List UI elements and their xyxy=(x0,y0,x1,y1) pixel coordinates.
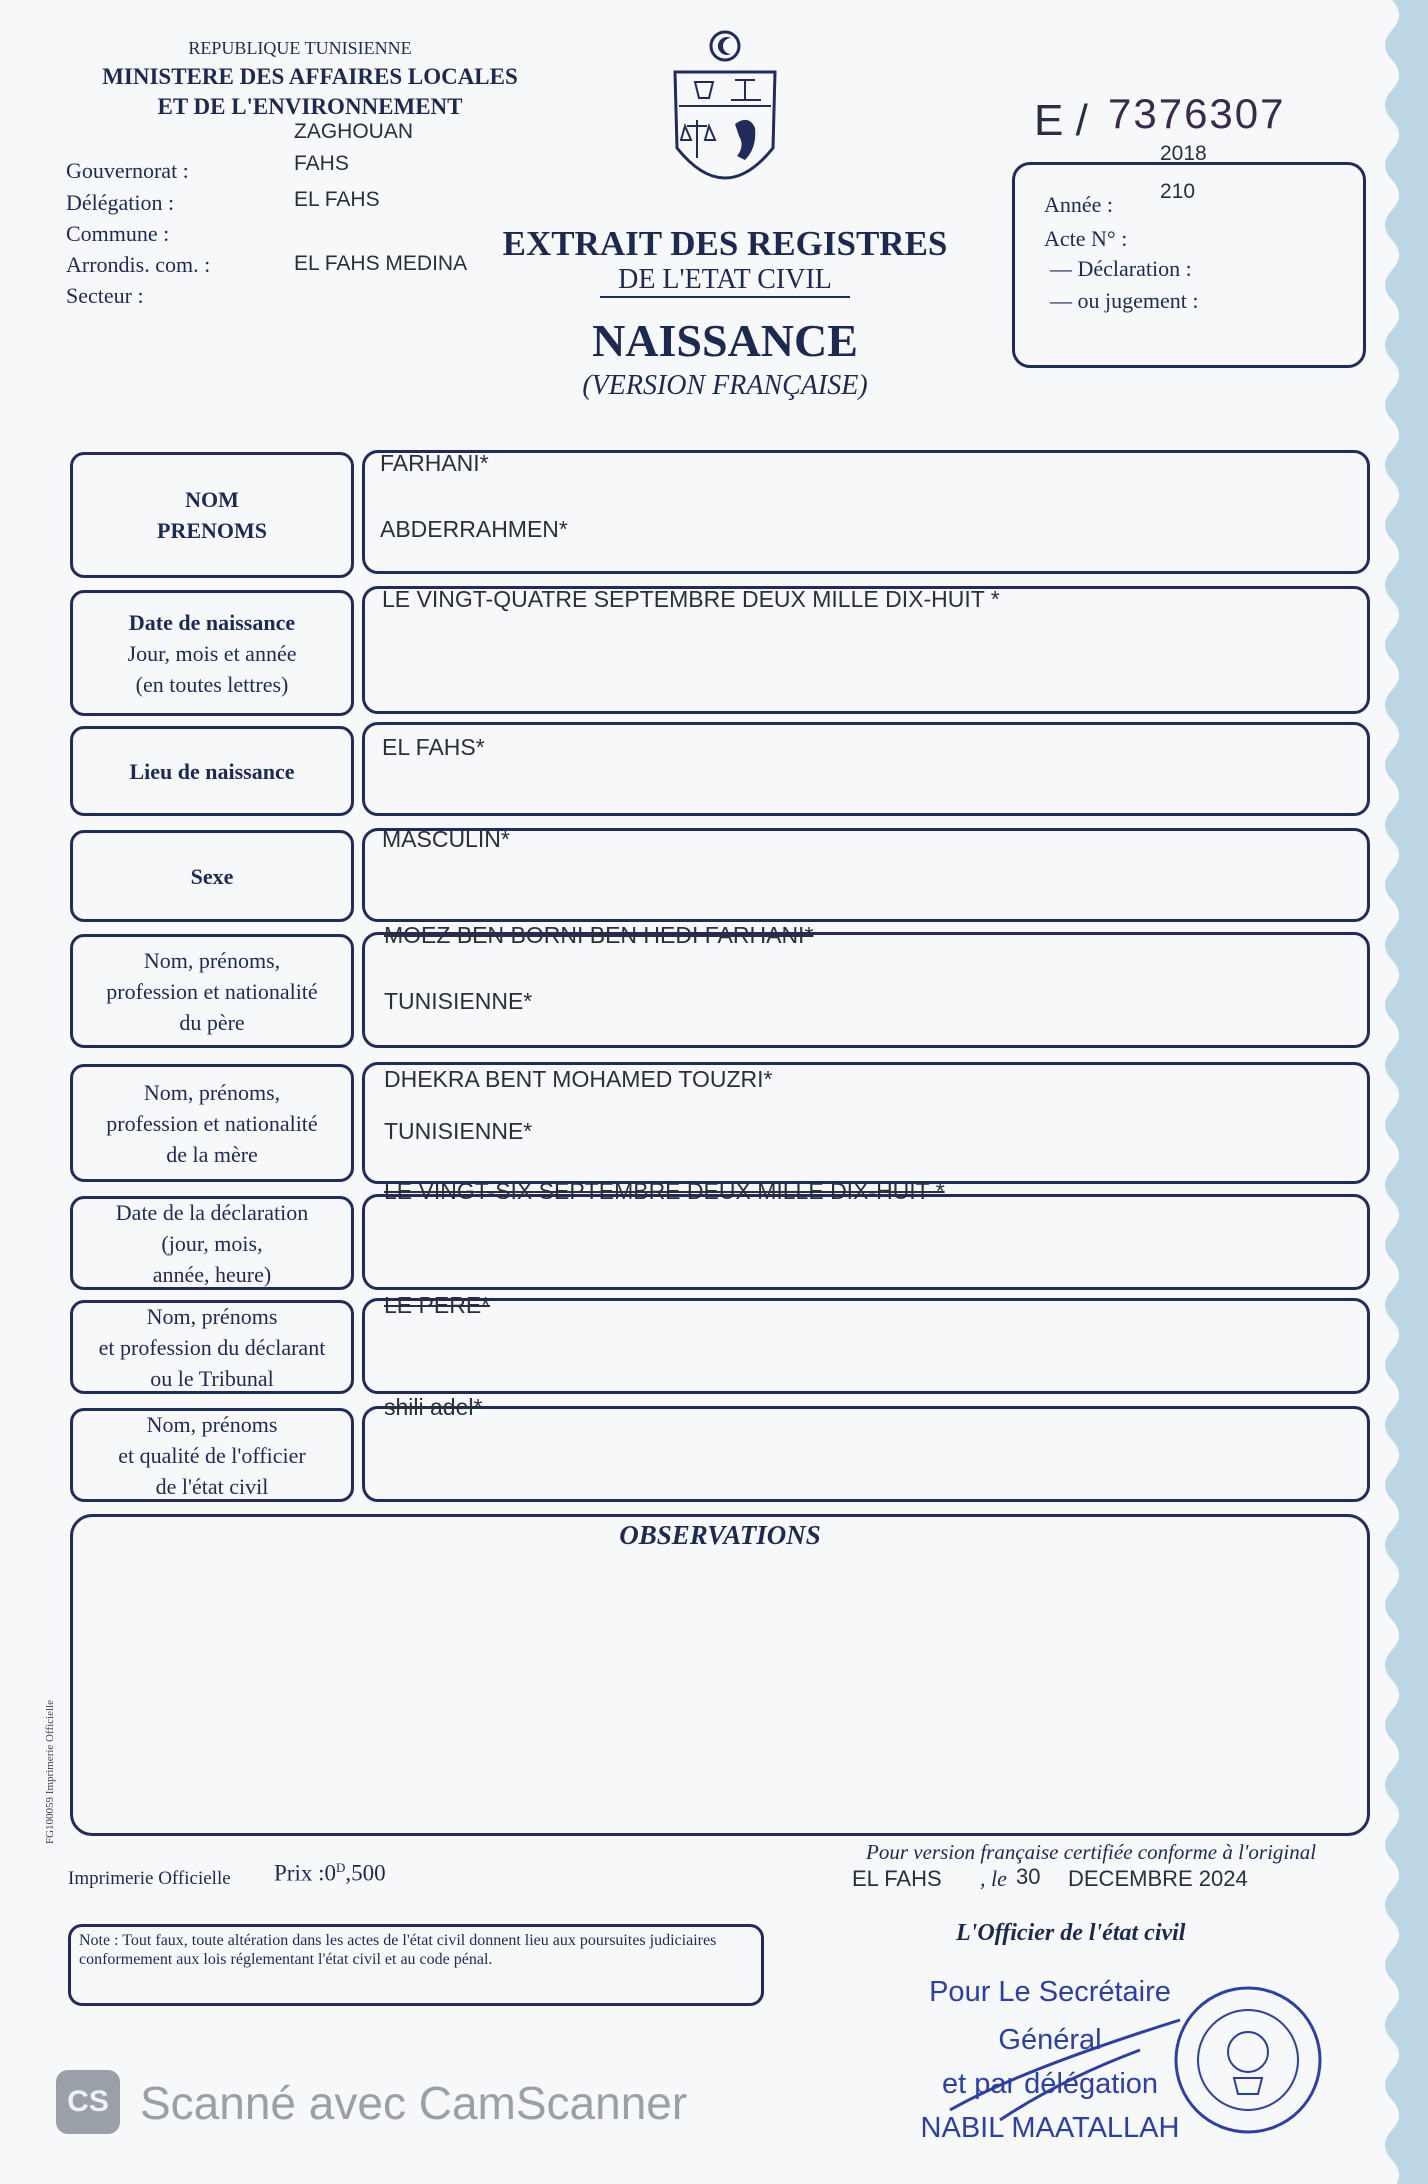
prix-label xyxy=(274,1860,386,1887)
stamp-line2: Général xyxy=(998,2024,1102,2056)
observations-title: OBSERVATIONS xyxy=(619,1520,821,1550)
officier-label-1: Nom, prénoms xyxy=(146,1411,278,1437)
declarant-value: LE PERE* xyxy=(384,1292,491,1318)
conforme-text: Pour version française certifiée conforme à l'original xyxy=(866,1840,1317,1864)
gouvernorat-label: Gouvernorat : xyxy=(66,158,189,183)
mere-label-1: Nom, prénoms, xyxy=(143,1079,281,1105)
pere-label-3: du père xyxy=(179,1009,245,1035)
prix-end: ,500 xyxy=(345,1860,386,1886)
sexe-label: Sexe xyxy=(190,863,234,889)
mere-label-3: de la mère xyxy=(166,1141,258,1167)
pere-name-value: MOEZ BEN BORNI BEN HEDI FARHANI* xyxy=(384,922,814,948)
row-declarant-value-box xyxy=(362,1298,1370,1394)
nom-label: NOM xyxy=(185,487,239,512)
mere-label-2: profession et nationalité xyxy=(106,1110,318,1136)
arrondis-value: EL FAHS MEDINA xyxy=(294,252,468,275)
officier-signature-label: L'Officier de l'état civil xyxy=(956,1920,1186,1946)
title-line1: EXTRAIT DES REGISTRES xyxy=(502,224,948,263)
officier-label-3: de l'état civil xyxy=(155,1473,269,1499)
commune-value: EL FAHS xyxy=(294,188,380,211)
pere-label-2: profession et nationalité xyxy=(106,978,318,1004)
row-mere-label xyxy=(70,1064,354,1182)
title-main: NAISSANCE xyxy=(592,315,858,366)
prix-superscript: D xyxy=(335,1860,346,1875)
date-declaration-label-2: (jour, mois, xyxy=(161,1230,263,1256)
row-officier-label xyxy=(70,1408,354,1502)
mere-name-value: DHEKRA BENT MOHAMED TOUZRI* xyxy=(384,1066,773,1092)
stamp-line3: et par délégation xyxy=(941,2068,1159,2100)
arrondis-label: Arrondis. com. : xyxy=(66,252,211,277)
title-underline xyxy=(600,296,850,298)
serial-prefix: E / xyxy=(1034,96,1088,145)
annee-label: Année : xyxy=(1044,192,1114,217)
mere-nationalite-value: TUNISIENNE* xyxy=(384,1118,533,1144)
date-declaration-value: LE VINGT-SIX SEPTEMBRE DEUX MILLE DIX-HUIT * xyxy=(384,1178,945,1204)
delegation-value: FAHS xyxy=(294,152,349,175)
lieu-label: Lieu de naissance xyxy=(129,758,295,784)
pere-nationalite-value: TUNISIENNE* xyxy=(384,988,533,1014)
le-text: , le xyxy=(980,1866,1007,1891)
date-naissance-sub1: Jour, mois et année xyxy=(127,640,297,666)
lieu-value: EL FAHS* xyxy=(382,734,485,760)
declarant-label-3: ou le Tribunal xyxy=(150,1365,274,1391)
row-lieu-label xyxy=(70,726,354,816)
annee-value: 2018 xyxy=(1160,142,1207,165)
row-sexe-value-box xyxy=(362,828,1370,922)
imprimerie-label: Imprimerie Officielle xyxy=(68,1868,231,1889)
title-version: (VERSION FRANÇAISE) xyxy=(582,370,868,401)
ministere-line1: MINISTERE DES AFFAIRES LOCALES xyxy=(102,64,518,89)
date-declaration-label-3: année, heure) xyxy=(152,1261,272,1287)
decorative-border xyxy=(1372,0,1428,2184)
declaration-label: — Déclaration : xyxy=(1050,256,1192,281)
republique-text: REPUBLIQUE TUNISIENNE xyxy=(188,38,412,58)
row-declarant-label xyxy=(70,1300,354,1394)
jugement-label: — ou jugement : xyxy=(1050,288,1199,313)
coat-of-arms-emblem xyxy=(665,28,785,210)
stamp-line4: NABIL MAATALLAH xyxy=(920,2112,1180,2144)
acte-number-value: 210 xyxy=(1160,180,1196,203)
title-line2: DE L'ETAT CIVIL xyxy=(618,264,832,295)
gouvernorat-value: ZAGHOUAN xyxy=(294,120,414,143)
stamp-line1: Pour Le Secrétaire xyxy=(929,1976,1171,2008)
commune-label: Commune : xyxy=(66,221,170,246)
side-print-code: FG100059 Imprimerie Officielle xyxy=(44,1700,56,1844)
sexe-value: MASCULIN* xyxy=(382,826,510,852)
officier-value: shili adel* xyxy=(384,1394,483,1420)
camscanner-logo-icon: CS xyxy=(56,2070,120,2134)
officier-label-2: et qualité de l'officier xyxy=(118,1442,306,1468)
acte-number-label: Acte N° : xyxy=(1044,226,1128,251)
row-lieu-value-box xyxy=(362,722,1370,816)
row-date-declaration-label xyxy=(70,1196,354,1290)
row-date-naissance-label xyxy=(70,590,354,716)
delegation-label: Délégation : xyxy=(66,190,175,215)
declarant-label-2: et profession du déclarant xyxy=(98,1334,326,1360)
camscanner-watermark: Scanné avec CamScanner xyxy=(140,2077,688,2129)
observations-box xyxy=(70,1514,1370,1836)
row-nom-value-box xyxy=(362,450,1370,574)
prix-text: Prix :0 xyxy=(274,1860,336,1886)
nom-value: FARHANI* xyxy=(380,450,489,476)
date-naissance-label: Date de naissance xyxy=(128,609,296,635)
date-naissance-sub2: (en toutes lettres) xyxy=(135,671,289,697)
declarant-label-1: Nom, prénoms xyxy=(146,1303,278,1329)
ministere-line2: ET DE L'ENVIRONNEMENT xyxy=(157,94,463,119)
date-naissance-value: LE VINGT-QUATRE SEPTEMBRE DEUX MILLE DIX-HUIT * xyxy=(382,586,1000,612)
row-officier-value-box xyxy=(362,1406,1370,1502)
row-date-declaration-value-box xyxy=(362,1194,1370,1290)
signature-mark xyxy=(940,2010,1200,2130)
row-pere-label xyxy=(70,934,354,1048)
mois-annee-value: DECEMBRE 2024 xyxy=(1068,1866,1248,1891)
prenoms-value: ABDERRAHMEN* xyxy=(380,516,568,542)
secteur-label: Secteur : xyxy=(66,283,144,308)
pere-label-1: Nom, prénoms, xyxy=(143,947,281,973)
row-sexe-label xyxy=(70,830,354,922)
lieu-signature: EL FAHS xyxy=(852,1866,942,1891)
prenoms-label: PRENOMS xyxy=(157,518,267,543)
date-declaration-label-1: Date de la déclaration xyxy=(115,1199,309,1225)
jour-value: 30 xyxy=(1016,1864,1041,1889)
legal-note: Note : Tout faux, toute altération dans les actes de l'état civil donnent lieu aux poursuites judiciaires conformement aux lois réglementant l'état civil et au code pénal. xyxy=(68,1924,764,2006)
serial-number: 7376307 xyxy=(1108,90,1286,137)
row-nom-label xyxy=(70,452,354,578)
